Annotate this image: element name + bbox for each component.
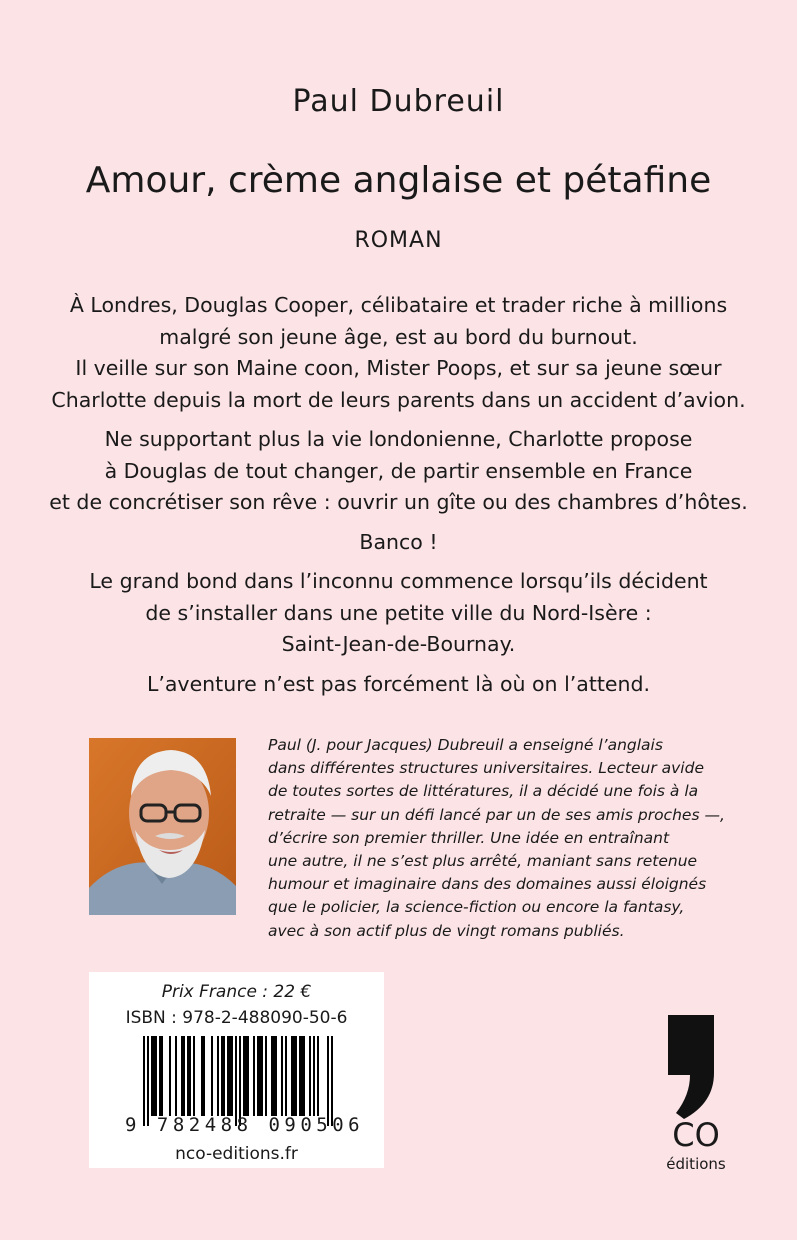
barcode-digits: 9 782488 090506 xyxy=(125,1114,365,1136)
barcode-bar xyxy=(151,1036,153,1116)
barcode-bar xyxy=(273,1036,275,1116)
barcode-bar xyxy=(253,1036,255,1116)
barcode-bar xyxy=(265,1036,267,1116)
barcode-bar xyxy=(147,1036,149,1126)
barcode-bar xyxy=(327,1036,329,1126)
barcode-bar xyxy=(201,1036,203,1116)
synopsis-line: de s’installer dans une petite ville du Nord-Isère : xyxy=(145,600,652,625)
barcode-bar xyxy=(245,1036,247,1116)
publisher-logo xyxy=(660,1015,732,1175)
synopsis-line: Il veille sur son Maine coon, Mister Poops, et sur sa jeune sœur xyxy=(75,356,722,380)
barcode-bar xyxy=(293,1036,295,1116)
barcode-bar xyxy=(153,1036,155,1116)
book-title: Amour, crème anglaise et pétafine xyxy=(85,160,712,201)
isbn-label: ISBN : 978-2-488090-50-6 xyxy=(125,1008,348,1028)
barcode-bar xyxy=(229,1036,231,1116)
bio-line: une autre, il ne s’est plus arrêté, maniant sans retenue xyxy=(268,852,698,871)
synopsis-paragraph-1 xyxy=(40,290,757,416)
barcode-bar xyxy=(285,1036,287,1116)
barcode-bar xyxy=(175,1036,177,1116)
barcode-bar xyxy=(211,1036,213,1116)
bio-line: Paul (J. pour Jacques) Dubreuil a enseigné l’anglais xyxy=(268,736,663,754)
barcode-bar xyxy=(203,1036,205,1116)
barcode-bar xyxy=(189,1036,191,1116)
barcode-bar xyxy=(271,1036,273,1116)
barcode-bar xyxy=(227,1036,229,1116)
barcode-bar xyxy=(257,1036,259,1116)
author-name: Paul Dubreuil xyxy=(292,84,505,119)
barcode-bar xyxy=(183,1036,185,1116)
barcode-bar xyxy=(331,1036,333,1126)
author-photo xyxy=(89,738,236,915)
synopsis-line: À Londres, Douglas Cooper, célibataire et trader riche à millions xyxy=(69,293,728,317)
barcode-bar xyxy=(187,1036,189,1116)
barcode-bar xyxy=(235,1036,237,1126)
barcode-bar xyxy=(313,1036,315,1116)
bio-line: dans différentes structures universitaires. Lecteur avide xyxy=(268,759,704,778)
barcode-bar xyxy=(291,1036,293,1116)
bio-line: avec à son actif plus de vingt romans publiés. xyxy=(268,921,625,940)
price-label: Prix France : 22 € xyxy=(161,982,312,1002)
barcode-bar xyxy=(231,1036,233,1116)
barcode-bar xyxy=(161,1036,163,1116)
barcode-bar xyxy=(295,1036,297,1116)
synopsis xyxy=(40,290,757,708)
barcode-bar xyxy=(239,1036,241,1126)
barcode-bar xyxy=(317,1036,319,1116)
synopsis-paragraph-4 xyxy=(40,566,757,661)
synopsis-line: Saint-Jean-de-Bournay. xyxy=(281,632,516,656)
barcode-bar xyxy=(243,1036,245,1116)
barcode-bar xyxy=(247,1036,249,1116)
synopsis-line: malgré son jeune âge, est au bord du burnout. xyxy=(159,324,638,349)
synopsis-line: Le grand bond dans l’inconnu commence lorsqu’ils décident xyxy=(89,569,708,593)
barcode-bar xyxy=(181,1036,183,1116)
publisher-website: nco-editions.fr xyxy=(175,1144,298,1164)
barcode-box xyxy=(89,972,384,1168)
synopsis-paragraph-3: Banco ! xyxy=(359,529,438,554)
synopsis-paragraph-5: L’aventure n’est pas forcément là où on l’attend. xyxy=(146,671,651,696)
barcode-bar xyxy=(143,1036,145,1126)
bio-line: d’écrire son premier thriller. Une idée en entraînant xyxy=(268,828,670,847)
genre-label: ROMAN xyxy=(354,228,443,253)
barcode-bar xyxy=(309,1036,311,1116)
barcode-bar xyxy=(155,1036,157,1116)
author-bio xyxy=(268,734,748,943)
synopsis-line: et de concrétiser son rêve : ouvrir un gîte ou des chambres d’hôtes. xyxy=(49,490,748,514)
synopsis-paragraph-2 xyxy=(40,424,757,519)
synopsis-line: Charlotte depuis la mort de leurs parents dans un accident d’avion. xyxy=(51,387,746,412)
logo-word: éditions xyxy=(666,1155,726,1173)
synopsis-line: Ne supportant plus la vie londonienne, Charlotte propose xyxy=(104,427,693,451)
barcode-bar xyxy=(281,1036,283,1116)
bio-line: que le policier, la science-fiction ou encore la fantasy, xyxy=(268,898,685,917)
barcode-bar xyxy=(259,1036,261,1116)
barcode-bar xyxy=(217,1036,219,1116)
barcode-bar xyxy=(301,1036,303,1116)
barcode-bar xyxy=(223,1036,225,1116)
comma-icon xyxy=(660,1015,732,1119)
barcode-bar xyxy=(169,1036,171,1116)
barcode-bar xyxy=(193,1036,195,1116)
logo-letters: CO xyxy=(672,1116,720,1154)
barcode-bar xyxy=(261,1036,263,1116)
synopsis-line: à Douglas de tout changer, de partir ensemble en France xyxy=(104,458,693,483)
barcode-bar xyxy=(299,1036,301,1116)
bio-line: de toutes sortes de littératures, il a décidé une fois à la xyxy=(268,782,699,801)
barcode-bar xyxy=(275,1036,277,1116)
barcode-bar xyxy=(221,1036,223,1116)
barcode-bar xyxy=(303,1036,305,1116)
bio-line: retraite — sur un défi lancé par un de ses amis proches —, xyxy=(268,805,725,824)
bio-line: humour et imaginaire dans des domaines aussi éloignés xyxy=(268,875,707,894)
barcode-bar xyxy=(159,1036,161,1116)
